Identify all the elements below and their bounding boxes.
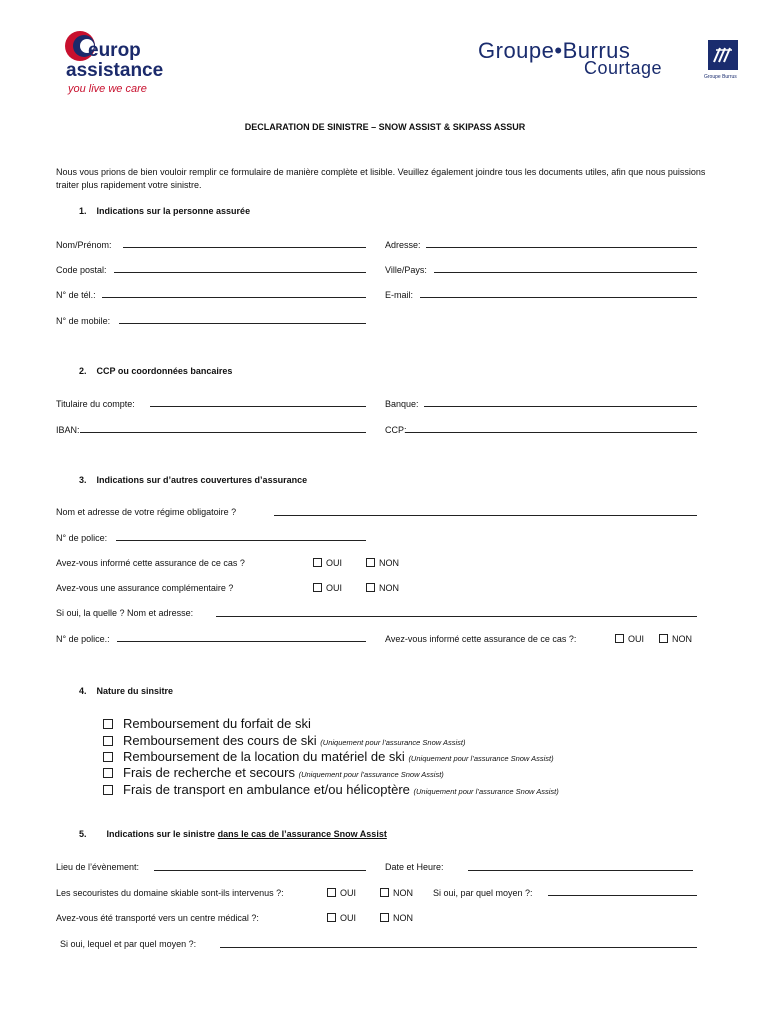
laquelle-label: Si oui, la quelle ? Nom et adresse:	[56, 608, 194, 618]
adresse-field[interactable]	[426, 247, 697, 248]
regime-label: Nom et adresse de votre régime obligatoire ?	[56, 507, 237, 517]
mobile-label: N° de mobile:	[56, 316, 111, 326]
checkbox-icon	[659, 634, 668, 643]
informe2-label: Avez-vous informé cette assurance de ce cas ?:	[385, 634, 577, 644]
nom-field[interactable]	[123, 247, 366, 248]
tel-field[interactable]	[102, 297, 366, 298]
gb-small: Groupe Burrus	[704, 74, 737, 80]
police-field[interactable]	[116, 540, 366, 541]
cp-field[interactable]	[114, 272, 366, 273]
lequel-field[interactable]	[220, 947, 697, 948]
informe2-oui-checkbox[interactable]: OUI	[615, 634, 644, 644]
nature-item[interactable]: Frais de transport en ambulance et/ou hélicoptère (Uniquement pour l’assurance Snow Assist)	[103, 782, 559, 797]
police2-label: N° de police.:	[56, 634, 110, 644]
informe-non-checkbox[interactable]: NON	[366, 558, 399, 568]
checkbox-icon	[327, 913, 336, 922]
transporte-non-checkbox[interactable]: NON	[380, 913, 413, 923]
lequel-label: Si oui, lequel et par quel moyen ?:	[60, 939, 197, 949]
titulaire-label: Titulaire du compte:	[56, 399, 135, 409]
email-field[interactable]	[420, 297, 697, 298]
europ-assistance-logo	[62, 28, 162, 100]
nature-item[interactable]: Remboursement de la location du matériel de ski (Uniquement pour l’assurance Snow Assist)	[103, 749, 554, 764]
date-field[interactable]	[468, 870, 693, 871]
intro-text: Nous vous prions de bien vouloir remplir ce formulaire de manière complète et lisible. Veuillez également joindre tous les documents utiles, afin que nous puissions traiter plus rapidement votre sinistre.	[56, 167, 706, 190]
regime-field[interactable]	[274, 515, 697, 516]
ea-line2: assistance	[66, 60, 164, 81]
nature-item[interactable]: Remboursement des cours de ski (Uniquement pour l’assurance Snow Assist)	[103, 733, 465, 748]
lieu-label: Lieu de l’évènement:	[56, 862, 140, 872]
gb-line2: Courtage	[584, 58, 663, 78]
complementaire-oui-checkbox[interactable]: OUI	[313, 583, 342, 593]
titulaire-field[interactable]	[150, 406, 366, 407]
gb-dot: •	[554, 38, 563, 63]
transporte-oui-checkbox[interactable]: OUI	[327, 913, 356, 923]
complementaire-non-checkbox[interactable]: NON	[366, 583, 399, 593]
secouristes-oui-checkbox[interactable]: OUI	[327, 888, 356, 898]
ea-line1: europ	[88, 40, 141, 61]
gb-emblem-icon	[708, 40, 738, 70]
page-title: DECLARATION DE SINISTRE – SNOW ASSIST & SKIPASS ASSUR	[244, 122, 526, 132]
checkbox-icon	[327, 888, 336, 897]
gb-line1: Groupe	[478, 38, 555, 63]
lieu-field[interactable]	[154, 870, 366, 871]
adresse-label: Adresse:	[385, 240, 421, 250]
section4-heading: 4. Nature du sinsitre	[79, 686, 174, 696]
informe-oui-checkbox[interactable]: OUI	[313, 558, 342, 568]
section2-heading: 2. CCP ou coordonnées bancaires	[79, 366, 233, 376]
groupe-burrus-logo	[478, 38, 758, 88]
complementaire-label: Avez-vous une assurance complémentaire ?	[56, 583, 234, 593]
checkbox-icon	[103, 768, 113, 778]
section3-heading: 3. Indications sur d’autres couvertures d’assurance	[79, 475, 308, 485]
cp-label: Code postal:	[56, 265, 107, 275]
checkbox-icon	[366, 558, 375, 567]
informe2-non-checkbox[interactable]: NON	[659, 634, 692, 644]
section1-heading: 1. Indications sur la personne assurée	[79, 206, 251, 216]
email-label: E-mail:	[385, 290, 414, 300]
banque-field[interactable]	[424, 406, 697, 407]
laquelle-field[interactable]	[216, 616, 697, 617]
police2-field[interactable]	[117, 641, 366, 642]
checkbox-icon	[366, 583, 375, 592]
checkbox-icon	[103, 752, 113, 762]
moyen-field[interactable]	[548, 895, 697, 896]
checkbox-icon	[103, 719, 113, 729]
checkbox-icon	[313, 583, 322, 592]
moyen-label: Si oui, par quel moyen ?:	[433, 888, 533, 898]
nature-item[interactable]: Remboursement du forfait de ski	[103, 716, 311, 731]
iban-field[interactable]	[80, 432, 366, 433]
checkbox-icon	[615, 634, 624, 643]
mobile-field[interactable]	[119, 323, 366, 324]
checkbox-icon	[380, 913, 389, 922]
checkbox-icon	[313, 558, 322, 567]
ville-field[interactable]	[434, 272, 697, 273]
date-label: Date et Heure:	[385, 862, 444, 872]
transporte-label: Avez-vous été transporté vers un centre médical ?:	[56, 913, 259, 923]
checkbox-icon	[380, 888, 389, 897]
secouristes-label: Les secouristes du domaine skiable sont-ils intervenus ?:	[56, 888, 284, 898]
checkbox-icon	[103, 736, 113, 746]
iban-label: IBAN:	[56, 425, 80, 435]
nature-item[interactable]: Frais de recherche et secours (Uniquement pour l’assurance Snow Assist)	[103, 765, 444, 780]
informe-label: Avez-vous informé cette assurance de ce cas ?	[56, 558, 245, 568]
ccp-label: CCP:	[385, 425, 407, 435]
nom-label: Nom/Prénom:	[56, 240, 112, 250]
banque-label: Banque:	[385, 399, 419, 409]
tel-label: N° de tél.:	[56, 290, 96, 300]
ville-label: Ville/Pays:	[385, 265, 427, 275]
section5-heading: 5. Indications sur le sinistre dans le cas de l’assurance Snow Assist	[79, 829, 387, 839]
gb-line1b: Burrus	[562, 38, 631, 63]
ccp-field[interactable]	[405, 432, 697, 433]
ea-tagline: you live we care	[68, 83, 147, 95]
checkbox-icon	[103, 785, 113, 795]
police-label: N° de police:	[56, 533, 108, 543]
secouristes-non-checkbox[interactable]: NON	[380, 888, 413, 898]
